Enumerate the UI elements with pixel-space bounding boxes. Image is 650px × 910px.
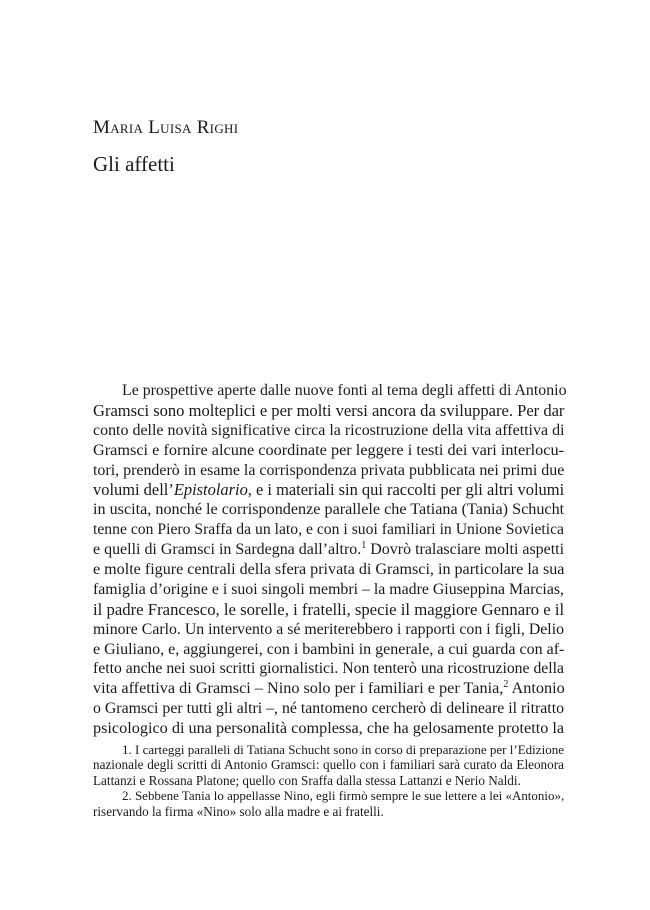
footnote-line: Lattanzi e Rossana Platone; quello con Sraffa dalla stessa Lattanzi e Nerio Naldi. [93, 772, 521, 788]
body-line: tori, prenderò in esame la corrispondenza privata pubblicata nei primi due [93, 461, 565, 479]
body-line: in uscita, nonché le corrispondenze parallele che Tatiana (Tania) Schucht [93, 501, 565, 519]
body-line [93, 679, 564, 699]
body-line: psicologico di una personalità complessa, che ha gelosamente protetto la [93, 719, 565, 738]
body-text-span: e quelli di Gramsci in Sardegna dall’altro. [93, 541, 362, 559]
book-title-epistolario: Epistolario [173, 480, 248, 500]
footnotes [93, 742, 564, 819]
body-line: fetto anche nei suoi scritti giornalistici. Non tenterò una ricostruzione della [93, 660, 564, 678]
footnote-ref-1: 1 [361, 540, 367, 552]
body-line [93, 540, 564, 560]
body-line: Gramsci sono molteplici e per molti versi ancora da sviluppare. Per dar [93, 400, 565, 420]
body-line: il padre Francesco, le sorelle, i fratelli, specie il maggiore Gennaro e il [93, 599, 565, 619]
body-text-span: Dovrò tralasciare molti aspetti [366, 541, 565, 559]
body-line: famiglia d’origine e i suoi singoli membri – la madre Giuseppina Marcias, [93, 580, 564, 598]
body-line: Le prospettive aperte dalle nuove fonti al tema degli affetti di Antonio [122, 382, 567, 399]
body-text [93, 381, 567, 739]
footnote-ref-2: 2 [503, 679, 509, 691]
body-line: e Giuliano, e, aggiungerei, con i bambini in generale, a cui guarda con af- [93, 640, 565, 658]
footnote-line: 1. I carteggi paralleli di Tatiana Schucht sono in corso di preparazione per l’Edizione [122, 742, 564, 757]
body-line: minore Carlo. Un intervento a sé meriterebbero i rapporti con i figli, Delio [93, 620, 564, 638]
body-line: o Gramsci per tutti gli altri –, né tantomeno cercherò di delineare il ritratto [93, 700, 564, 718]
body-line: Gramsci e fornire alcune coordinate per leggere i testi dei vari interlocu- [93, 440, 564, 459]
body-text-span: vita affettiva di Gramsci – Nino solo per i familiari e per Tania, [93, 679, 504, 698]
body-line [93, 480, 564, 500]
body-line: conto delle novità significative circa la ricostruzione della vita affettiva di [93, 421, 565, 439]
footnote-line: nazionale degli scritti di Antonio Gramsci: quello con i familiari sarà curato da Eleonora [93, 757, 564, 773]
body-line: e molte figure centrali della sfera privata di Gramsci, in particolare la sua [93, 561, 565, 579]
chapter-title: Gli affetti [93, 152, 175, 176]
footnote-line: 2. Sebbene Tania lo appellasse Nino, egli firmò sempre le sue lettere a lei «Antonio», [122, 788, 565, 804]
body-text-span: , e i materiali sin qui raccolti per gli altri volumi [247, 480, 565, 500]
body-text-span: Antonio [508, 679, 565, 698]
body-line: tenne con Piero Sraffa da un lato, e con i suoi familiari in Unione Sovietica [93, 521, 564, 539]
footnote-line: riservando la firma «Nino» solo alla madre e ai fratelli. [93, 803, 384, 819]
chapter-author: Maria Luisa Righi [93, 117, 239, 138]
body-text-span: volumi dell’ [93, 480, 174, 500]
